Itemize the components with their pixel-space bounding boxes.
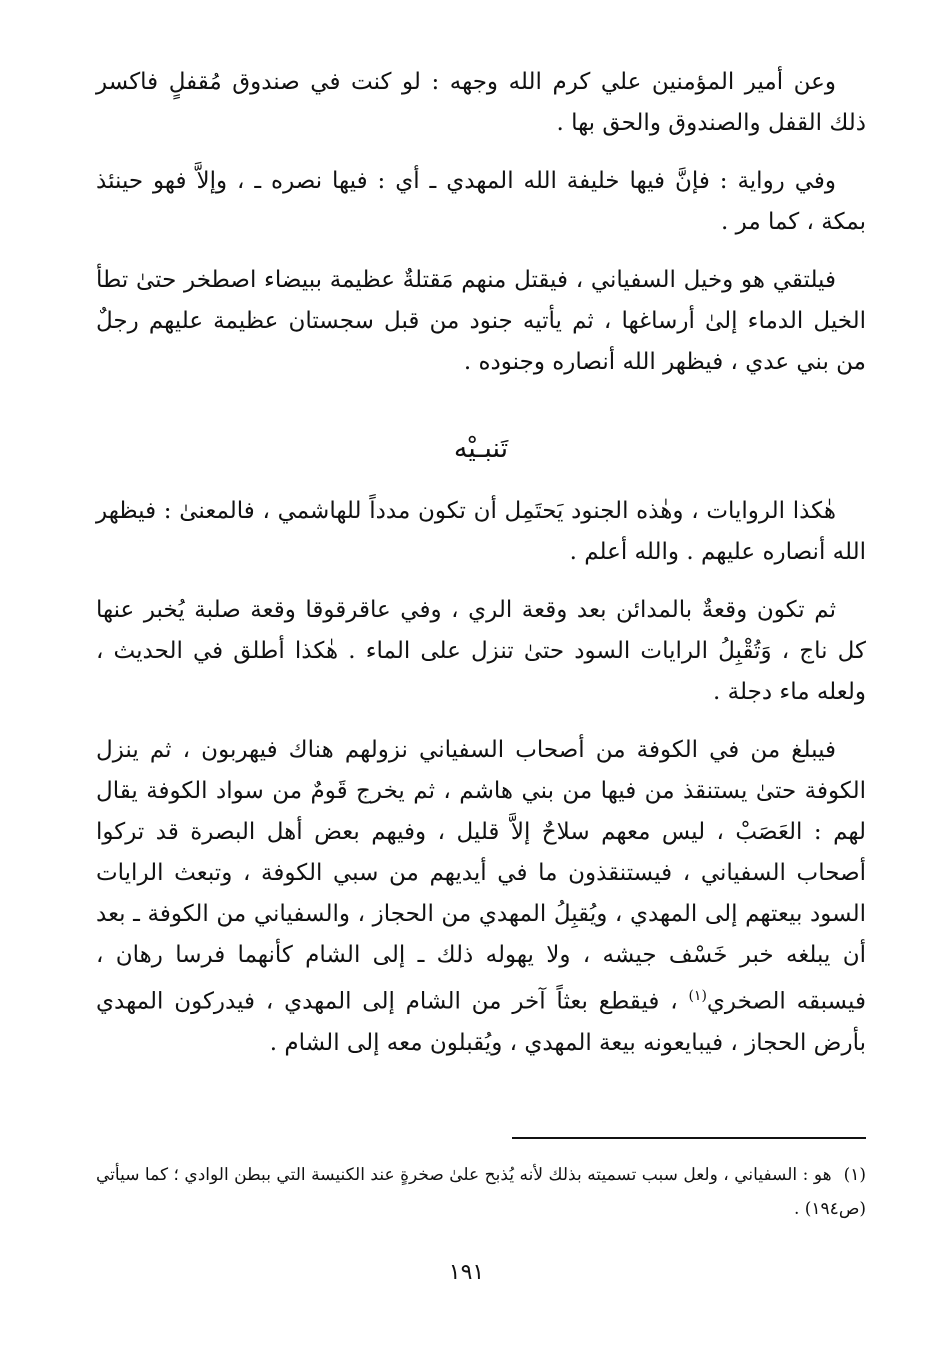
footnote-reference[interactable]: (١) xyxy=(688,988,707,1004)
page-number: ١٩١ xyxy=(448,1260,485,1285)
paragraph-6-continuation: ، فيقطع بعثاً آخر من الشام إلى المهدي ، فيدركون المهدي بأرض الحجاز ، فيبايعونه بيعة المهدي ، ويُقبلون معه إلى الشام . xyxy=(96,988,866,1056)
footnote-text: هو : السفياني ، ولعل سبب تسميته بذلك لأنه يُذبح علىٰ صخرةٍ عند الكنيسة التي ببطن الوادي ؛ كما سيأتي (ص١٩٤) . xyxy=(96,1165,866,1219)
footnote-number: (١) xyxy=(843,1165,866,1185)
paragraph-6-text: فيبلغ من في الكوفة من أصحاب السفياني نزولهم هناك فيهربون ، ثم ينزل الكوفة حتىٰ يستنقذ من فيها من بني هاشم ، ثم يخرج قَومٌ من سواد الكوفة يقال لهم : العَصَبْ ، ليس معهم سلاحٌ إلاَّ قليل ، وفيهم بعض أهل البصرة قد تركوا أصحاب السفياني ، فيستنقذون ما في أيديهم من سبي الكوفة ، وتبعث الرايات السود بيعتهم إلى المهدي ، ويُقبِلُ المهدي من الحجاز ، والسفياني من الكوفة ـ بعد أن يبلغه خبر خَسْف جيشه ، ولا يهوله ذلك ـ إلى الشام كأنهما فرسا رهان ، فيسبقه الصخري xyxy=(96,737,866,1015)
paragraph-5: ثم تكون وقعةٌ بالمدائن بعد وقعة الري ، وفي عاقرقوقا وقعة صلبة يُخبر عنها كل ناج ، وَتُقْبِلُ الرايات السود حتىٰ تنزل على الماء . هٰكذا أطلق في الحديث ، ولعله ماء دجلة . xyxy=(96,597,866,705)
footnote xyxy=(96,1158,866,1226)
paragraph-1: وعن أمير المؤمنين علي كرم الله وجهه : لو كنت في صندوق مُقفلٍ فاكسر ذلك القفل والصندوق والحق بها . xyxy=(96,69,866,136)
paragraph-2: وفي رواية : فإنَّ فيها خليفة الله المهدي ـ أي : فيها نصره ـ ، وإلاَّ فهو حينئذ بمكة ، كما مر . xyxy=(96,168,866,235)
section-heading: تَنبـيْه xyxy=(453,433,509,464)
paragraph-3: فيلتقي هو وخيل السفياني ، فيقتل منهم مَقتلةٌ عظيمة ببيضاء اصطخر حتىٰ تطأ الخيل الدماء إلىٰ أرساغها ، ثم يأتيه جنود من قبل سجستان عظيمة عليهم رجلٌ من بني عدي ، فيظهر الله أنصاره وجنوده . xyxy=(96,267,867,375)
paragraph-6 xyxy=(96,730,866,1064)
page-body xyxy=(96,62,866,1081)
footnote-divider xyxy=(512,1137,866,1139)
paragraph-4: هٰكذا الروايات ، وهٰذه الجنود يَحتَمِل أن تكون مدداً للهاشمي ، فالمعنىٰ : فيظهر الله أنصاره عليهم . والله أعلم . xyxy=(96,498,866,565)
